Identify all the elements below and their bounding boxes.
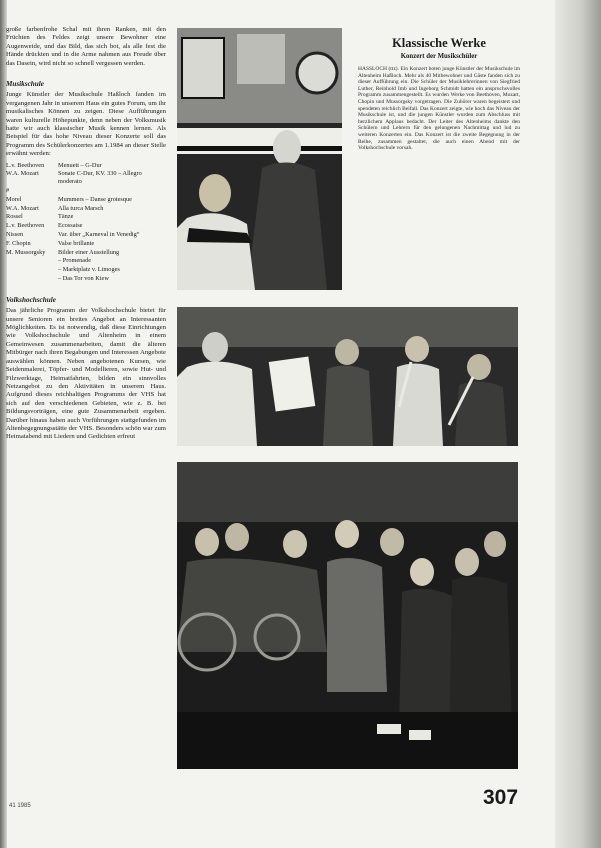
photo-audience [177, 462, 518, 769]
footer-mark: 41 1985 [9, 803, 31, 809]
article-body: HASSLOCH (ttz). Ein Konzert boten junge Künstler der Musikschule im Altenheim Haßloch. Mehr als 40 Mitbewohner und Gäste fanden sich zu dieser Aufführung ein. Die Schüler der Musiklehrerinnen von Siegfried Luther, Reinhold Imb und Ingeborg Schmidt hatten ein anspruchsvolles Programm zusammengestellt. Es wurden Werke von Beethoven, Mozart, Chopin und Mussorgsky vorgetragen. Die Zuhörer waren begeistert und spendeten reichlich Beifall. Das Konzert zeigte, wie hoch das Niveau der Musikschule ist, und die jungen Künstler wurden zum Abschluss mit herzlichem Applaus bedacht. Der Leiter des Altenheims dankte den Schülern und Lehrern für den gelungenen Nachmittag und lud zu weiteren Konzerten ein. Das Konzert ist die zweite Begegnung in der Reihe, zusammen gestaltet, die auch einen Abend mit der Volkshochschule vorsah. [358, 66, 520, 152]
program-row: Nissen Var. über „Karneval in Venedig“ [6, 231, 140, 239]
vhs-paragraph: Das jährliche Programm der Volkshochschule bietet für unsere Senioren ein breites Angebot an Interessanten Möglichkeiten. Es ist notwendig, daß diese Einrichtungen wie Volkshochschule und Altenheim in einem Gemeinwesen zusammenarbeiten, damit die älteren Mitbürger nach ihren Begabungen und Interessen Angebote auswählen können. Neben angebotenen Kursen, wie Seidenmalerei, Töpfer- und Modellieren, sowie Hut- und Filzwerktage, Heimatfahrten, bilden ein sinnvolles Netzangebot zu den Aktivitäten in unserem Haus. Aufgrund dieses reichhaltigen Programms der VHS hat sich auf den verschiedenen Gebieten, wie z. B. bei Bildungsvorträgen, eine gute Zusammenarbeit ergeben. Darüber hinaus haben auch Vorführungen stattgefunden im Altenbegegnungsstätte der VHS. Besonders schön war zum Heimatabend mit Liedern und Gedichten erfreut [6, 307, 166, 441]
program-row: # [6, 187, 10, 195]
newspaper-clipping [358, 36, 520, 152]
photo-recorder-group [177, 307, 518, 446]
photo-piano-lesson [177, 28, 342, 290]
program-row: W.A. Mozart Sonate C-Dur, KV. 330 – Allegro moderato [6, 170, 142, 186]
article-title: Klassische Werke [392, 36, 486, 50]
page-number: 307 [483, 786, 519, 809]
concert-program-table [6, 162, 166, 284]
music-school-heading: Musikschule [6, 80, 44, 89]
program-row: M. Mussorgsky Bilder einer Ausstellung [6, 248, 120, 256]
program-row: W.A. Mozart Alla turca Marsch [6, 204, 104, 212]
program-row: L.v. Beethoven Menuett – G-Dur [6, 161, 102, 169]
program-row: – Marktplatz v. Limoges [58, 266, 120, 274]
program-row: – Das Tor von Kiew [58, 275, 109, 283]
program-row: – Promenade [58, 257, 92, 265]
vhs-heading: Volkshochschule [6, 295, 56, 304]
program-row: Rossel Tänze [6, 213, 74, 221]
page-edge-shadow [555, 0, 601, 848]
music-school-paragraph: Junge Künstler der Musikschule Haßloch fanden im vergangenen Jahr in unserem Haus ein gutes Forum, um ihr musikalisches Können zu zeigen. Diese Aufführungen waren kulturelle Höhepunkte, denn neben der Volksmusik hatte wir auch klassischer Musik kennen lernen. Als Beispiel für das hohe Niveau dieser Konzerte soll das Programm des Schülerkonzertes am 1.1984 an dieser Stelle erwähnt werden: [6, 91, 166, 158]
intro-paragraph: große farbenfrohe Schal mit ihren Ranken, mit den Früchten des Feldes zeigt unsere Bewohner eine Augenweide, und das Bild, das sich bot, als alle fest die Hände drückten und in die Arme nahmen aus Freude über das Dasein, wird nicht so schnell vergessen werden. [6, 26, 166, 67]
program-row: Morel Mummers – Danse grotesque [6, 195, 132, 203]
left-text-column [6, 26, 166, 445]
program-row: F. Chopin Valse brillante [6, 239, 95, 247]
program-row: L.v. Beethoven Ecossaise [6, 222, 83, 230]
article-subtitle: Konzert der Musikschüler [400, 53, 478, 60]
